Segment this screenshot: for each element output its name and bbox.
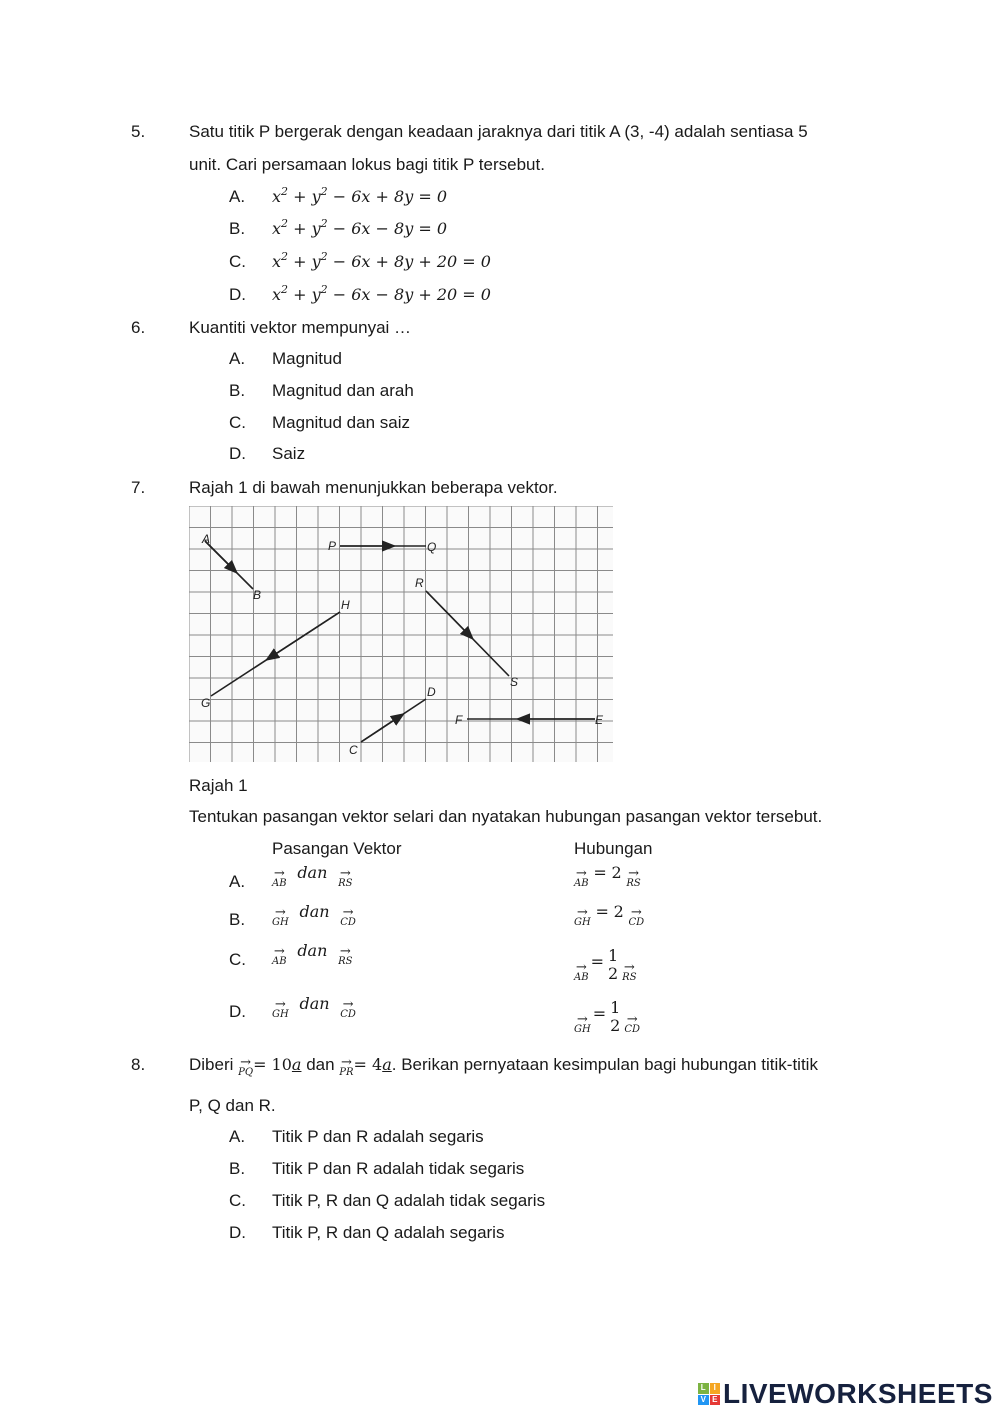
option-text: Titik P, R dan Q adalah segaris [272, 1223, 505, 1242]
point-label-g: G [201, 696, 211, 710]
option-label: D. [229, 1002, 246, 1021]
option-text: Magnitud dan saiz [272, 413, 410, 432]
col-header-vector-pairs: Pasangan Vektor [272, 839, 402, 858]
vector-pair: → GH dan → CD [272, 994, 356, 1020]
vector-grid-diagram [189, 506, 613, 762]
figure-caption: Rajah 1 [189, 776, 248, 795]
logo-letter-l: L [698, 1383, 709, 1394]
q8-number: 8. [131, 1055, 146, 1074]
vector-pair: → GH dan → CD [272, 902, 356, 928]
point-label-s: S [510, 675, 519, 689]
option-equation: $x^2 + y^2 - 6x + 8y + 20 = 0$ [272, 250, 491, 271]
q7-text: Rajah 1 di bawah menunjukkan beberapa vektor. [189, 478, 558, 497]
point-label-q: Q [427, 540, 437, 554]
logo-letter-e: E [710, 1395, 721, 1406]
point-label-p: P [328, 539, 337, 553]
q5-number: 5. [131, 122, 146, 141]
logo-letter-i: I [710, 1383, 721, 1394]
col-header-relationship: Hubungan [574, 839, 653, 858]
option-label: D. [229, 285, 246, 304]
q8-text-line1: Diberi → PQ = 10a dan → PR = 4a. Berikan pernyataan kesimpulan bagi hubungan titik-titik [189, 1055, 818, 1078]
option-text: Titik P dan R adalah tidak segaris [272, 1159, 525, 1178]
option-equation: $x^2 + y^2 - 6x + 8y = 0$ [272, 185, 447, 206]
option-label: B. [229, 1159, 246, 1178]
vector-pair: → AB dan → RS [272, 863, 353, 889]
grid-background [189, 506, 613, 762]
option-text: Titik P dan R adalah segaris [272, 1127, 484, 1146]
option-equation: $x^2 + y^2 - 6x - 8y + 20 = 0$ [272, 283, 491, 304]
q5-text-line1: Satu titik P bergerak dengan keadaan jaraknya dari titik A (3, -4) adalah sentiasa 5 [189, 122, 808, 141]
option-label: C. [229, 950, 246, 969]
point-label-c: C [349, 743, 358, 757]
point-label-h: H [341, 598, 350, 612]
option-text: Titik P, R dan Q adalah tidak segaris [272, 1191, 546, 1210]
option-label: A. [229, 187, 246, 206]
point-label-r: R [415, 576, 424, 590]
option-label: A. [229, 872, 246, 891]
option-label: B. [229, 381, 246, 400]
option-equation: $x^2 + y^2 - 6x - 8y = 0$ [272, 217, 447, 238]
relationship: → AB = 2 → RS [574, 863, 641, 889]
option-text: Magnitud [272, 349, 342, 368]
q8-text-line2: P, Q dan R. [189, 1096, 276, 1115]
option-text: Saiz [272, 444, 306, 463]
relationship: → GH = 1 2 → CD [574, 998, 640, 1035]
option-label: A. [229, 1127, 246, 1146]
option-text: Magnitud dan arah [272, 381, 414, 400]
q6-number: 6. [131, 318, 146, 337]
logo-text: LIVEWORKSHEETS [723, 1378, 993, 1409]
point-label-d: D [427, 685, 436, 699]
option-label: C. [229, 252, 246, 271]
relationship: → GH = 2 → CD [574, 902, 645, 928]
option-label: B. [229, 219, 246, 238]
logo-letter-v: V [698, 1395, 709, 1406]
option-label: C. [229, 413, 246, 432]
option-label: D. [229, 444, 246, 463]
q7-instruction: Tentukan pasangan vektor selari dan nyatakan hubungan pasangan vektor tersebut. [189, 807, 823, 826]
point-label-a: A [202, 532, 211, 546]
liveworksheets-logo[interactable] [698, 1378, 993, 1410]
point-label-e: E [595, 713, 604, 727]
point-label-f: F [455, 713, 463, 727]
logo-icon [698, 1383, 720, 1405]
option-label: D. [229, 1223, 246, 1242]
option-label: C. [229, 1191, 246, 1210]
option-label: B. [229, 910, 246, 929]
vector-pair: → AB dan → RS [272, 941, 353, 967]
q5-text-line2: unit. Cari persamaan lokus bagi titik P tersebut. [189, 155, 545, 174]
q6-text: Kuantiti vektor mempunyai … [189, 318, 412, 337]
point-label-b: B [253, 588, 262, 602]
option-label: A. [229, 349, 246, 368]
relationship: → AB = 1 2 → RS [574, 946, 637, 983]
q7-number: 7. [131, 478, 146, 497]
